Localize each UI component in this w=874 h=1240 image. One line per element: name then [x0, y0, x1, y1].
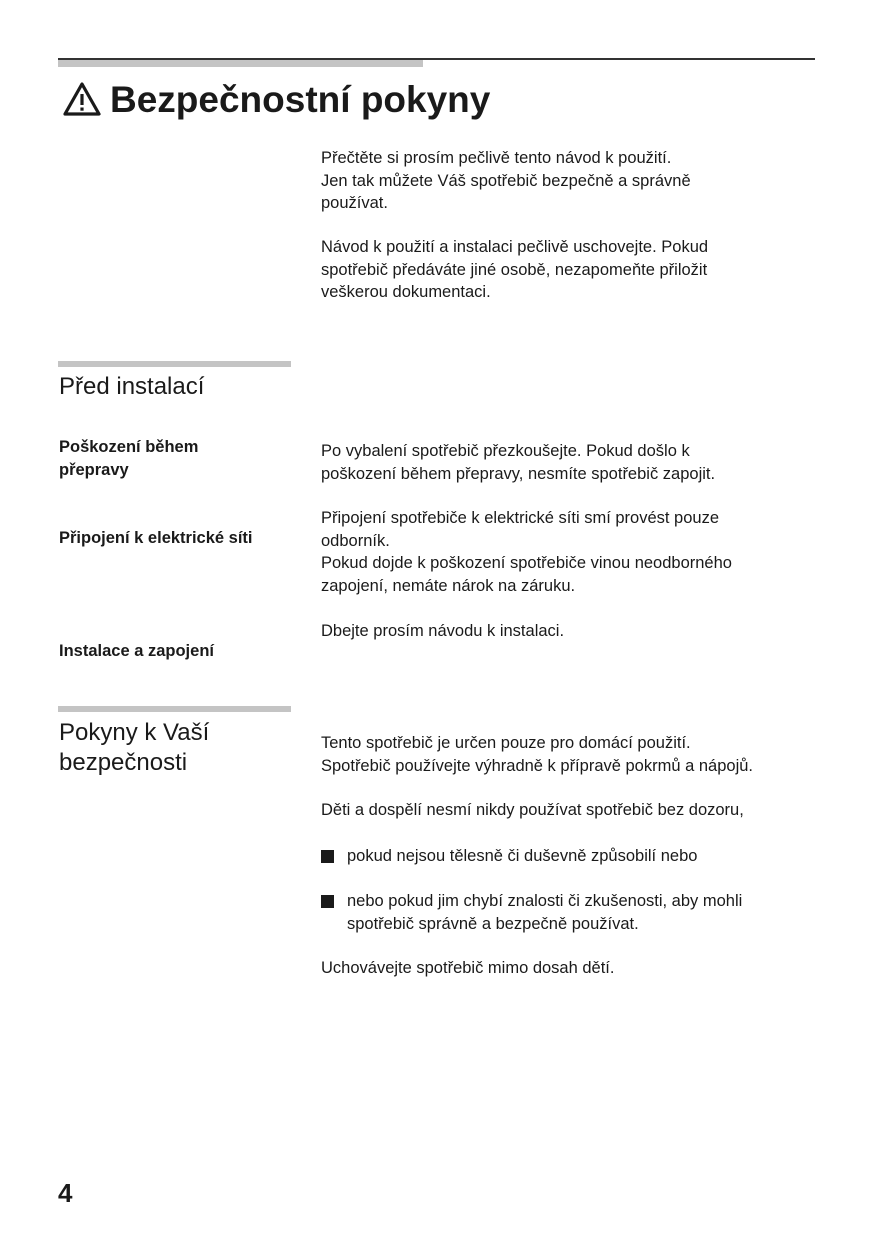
section-rule-safety: [58, 706, 291, 712]
bullet-text: nebo pokud jim chybí znalosti či zkušenosti, aby mohli: [347, 892, 743, 910]
bullet-item: [321, 845, 821, 868]
header-rule-thick: [58, 60, 423, 67]
text-line: poškození během přepravy, nesmíte spotřebič zapojit.: [321, 464, 716, 483]
note-line: veškerou dokumentaci.: [321, 283, 491, 301]
label-installation: Instalace a zapojení: [59, 642, 214, 660]
section-title-installation: Před instalací: [59, 373, 205, 400]
text-line: Tento spotřebič je určen pouze pro domácí použití.: [321, 734, 691, 752]
bullet-square-icon: [321, 850, 334, 863]
label-electric-connection: Připojení k elektrické síti: [59, 529, 253, 547]
text-line: Spotřebič používejte výhradně k přípravě pokrmů a nápojů.: [321, 756, 753, 775]
storage-note-paragraph: [321, 236, 821, 304]
label-line: Poškození během: [59, 438, 199, 456]
intro-paragraph: [321, 147, 821, 215]
title-line: Pokyny k Vaší: [59, 719, 210, 746]
text-line: Pokud dojde k poškození spotřebiče vinou neodborného: [321, 554, 732, 572]
warning-triangle-icon: [62, 81, 102, 117]
page-title: [62, 80, 490, 118]
bullet-text: pokud nejsou tělesně či duševně způsobilí nebo: [347, 847, 698, 865]
section-rule-installation: [58, 361, 291, 367]
bullet-square-icon: [321, 895, 334, 908]
label-transport-damage: [59, 436, 198, 482]
note-line: Návod k použití a instalaci pečlivě uschovejte. Pokud: [321, 238, 709, 256]
text-line: Po vybalení spotřebič přezkoušejte. Pokud došlo k: [321, 442, 690, 460]
electric-connection-text: [321, 507, 821, 597]
text-line: Připojení spotřebiče k elektrické síti smí provést pouze: [321, 509, 720, 527]
intro-line: používat.: [321, 194, 388, 212]
note-line: spotřebič předáváte jiné osobě, nezapomeňte přiložit: [321, 260, 708, 279]
label-line: přepravy: [59, 461, 129, 479]
safety-intro: [321, 732, 821, 777]
bullet-text: spotřebič správně a bezpečně používat.: [347, 914, 639, 933]
transport-damage-text: [321, 440, 821, 485]
intro-line: Jen tak můžete Váš spotřebič bezpečně a správně: [321, 171, 691, 190]
section-title-safety: [59, 718, 209, 778]
page-number: 4: [58, 1178, 73, 1208]
closing-text: Uchovávejte spotřebič mimo dosah dětí.: [321, 959, 615, 977]
text-line: zapojení, nemáte nárok na záruku.: [321, 576, 576, 595]
intro-line: Přečtěte si prosím pečlivě tento návod k použití.: [321, 149, 672, 167]
supervision-warning: Děti a dospělí nesmí nikdy používat spotřebič bez dozoru,: [321, 801, 744, 819]
bullet-item: [321, 890, 821, 935]
title-line: bezpečnosti: [59, 749, 188, 776]
installation-text: Dbejte prosím návodu k instalaci.: [321, 622, 565, 640]
page-title-text: Bezpečnostní pokyny: [110, 78, 491, 120]
text-line: odborník.: [321, 531, 390, 550]
